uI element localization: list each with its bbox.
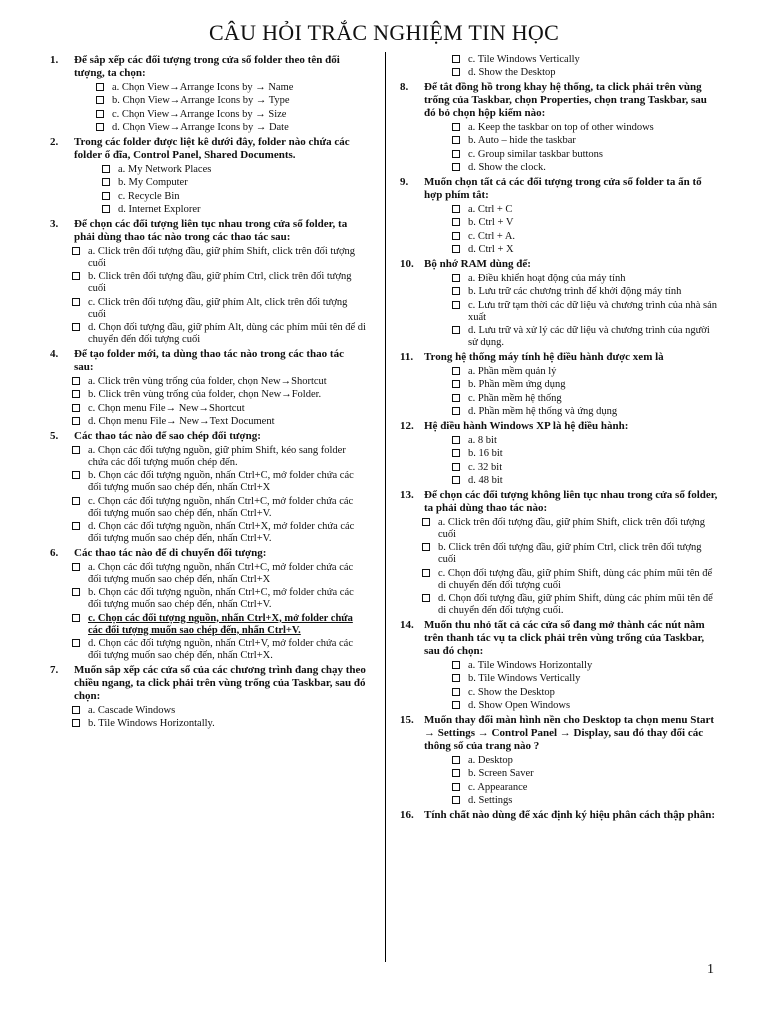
checkbox-icon[interactable] xyxy=(452,274,460,282)
answer-option[interactable] xyxy=(72,322,366,346)
answer-option[interactable] xyxy=(96,109,366,121)
answer-option[interactable] xyxy=(102,204,366,216)
checkbox-icon[interactable] xyxy=(452,301,460,309)
answer-option[interactable] xyxy=(452,217,718,229)
answer-option[interactable] xyxy=(452,273,718,285)
question-text: Muốn sắp xếp các cửa sổ của các chương trình đang chạy theo chiều ngang, ta click phải trên vùng trống của Taskbar, sau đó chọn: xyxy=(74,664,366,702)
checkbox-icon[interactable] xyxy=(102,192,110,200)
question-heading xyxy=(400,351,718,364)
question-number: 15. xyxy=(400,714,414,726)
checkbox-icon[interactable] xyxy=(452,476,460,484)
option-text: c. Chọn các đối tượng nguồn, nhấn Ctrl+X, mở folder chứa các đối tượng muốn sao chép đến, nhấn Ctrl+V. xyxy=(88,612,353,636)
question-text: Bộ nhớ RAM dùng để: xyxy=(424,258,531,270)
question-text: Hệ điều hành Windows XP là hệ điều hành: xyxy=(424,420,629,432)
question-block xyxy=(400,176,718,256)
checkbox-icon[interactable] xyxy=(72,522,80,530)
option-text: a. 8 bit xyxy=(468,434,497,446)
checkbox-icon[interactable] xyxy=(452,394,460,402)
checkbox-icon[interactable] xyxy=(102,165,110,173)
question-number: 6. xyxy=(50,547,59,559)
question-heading xyxy=(400,809,718,822)
option-text: b. Tile Windows Horizontally. xyxy=(88,718,215,729)
answer-option[interactable] xyxy=(452,204,718,216)
checkbox-icon[interactable] xyxy=(72,614,80,622)
question-number: 7. xyxy=(50,664,59,676)
question-number: 8. xyxy=(400,81,409,93)
checkbox-icon[interactable] xyxy=(452,449,460,457)
question-block xyxy=(400,351,718,418)
checkbox-icon[interactable] xyxy=(452,326,460,334)
option-text: d. Chọn View→Arrange Icons by → Date xyxy=(112,122,289,133)
question-heading xyxy=(50,136,366,162)
question-number: 12. xyxy=(400,420,414,432)
page-number: 1 xyxy=(707,962,714,977)
question-block xyxy=(400,714,718,807)
question-heading xyxy=(400,420,718,433)
checkbox-icon[interactable] xyxy=(422,518,430,526)
checkbox-icon[interactable] xyxy=(452,380,460,388)
question-text: Để chọn các đối tượng không liên tục nhau trong cửa sổ folder, ta phải dùng thao tác nào: xyxy=(424,489,718,514)
checkbox-icon[interactable] xyxy=(452,232,460,240)
answer-option[interactable] xyxy=(72,705,366,717)
question-heading xyxy=(50,218,366,244)
question-number: 10. xyxy=(400,258,414,270)
checkbox-icon[interactable] xyxy=(72,446,80,454)
answer-option[interactable] xyxy=(452,755,718,767)
question-block xyxy=(400,81,718,174)
question-block xyxy=(400,809,718,822)
answer-option[interactable] xyxy=(72,445,366,469)
checkbox-icon[interactable] xyxy=(72,588,80,596)
option-text: c. Recycle Bin xyxy=(118,190,180,202)
checkbox-icon[interactable] xyxy=(452,245,460,253)
checkbox-icon[interactable] xyxy=(72,719,80,727)
checkbox-icon[interactable] xyxy=(452,55,460,63)
checkbox-icon[interactable] xyxy=(72,639,80,647)
option-text: b. Screen Saver xyxy=(468,768,534,779)
answer-option[interactable] xyxy=(452,122,718,134)
question-heading xyxy=(400,258,718,271)
option-text: d. Lưu trữ và xử lý các dữ liệu và chương trình của người sử dụng. xyxy=(468,325,710,348)
answer-option[interactable] xyxy=(452,673,718,685)
checkbox-icon[interactable] xyxy=(72,471,80,479)
question-text: Để tắt đồng hồ trong khay hệ thống, ta click phải trên vùng trống của Taskbar, chọn Properties, chọn trang Taskbar, sau đó bỏ chọn hộp kiểm nào: xyxy=(424,81,707,119)
answer-option[interactable] xyxy=(452,231,718,243)
option-text: a. Chọn View→Arrange Icons by → Name xyxy=(112,81,294,93)
checkbox-icon[interactable] xyxy=(452,407,460,415)
option-text: a. Cascade Windows xyxy=(88,704,176,716)
answer-option[interactable] xyxy=(452,448,718,460)
option-text: d. Show the clock. xyxy=(468,162,546,173)
answer-option[interactable] xyxy=(72,297,366,321)
answer-option[interactable] xyxy=(422,542,718,566)
option-text: a. Click trên đối tượng đầu, giữ phím Shift, click trên đối tượng cuối xyxy=(88,245,356,269)
option-text: c. Ctrl + A. xyxy=(468,230,516,242)
question-number: 5. xyxy=(50,430,59,442)
question-text: Để chọn các đối tượng liên tục nhau trong cửa sổ folder, ta phải dùng thao tác nào trong các thao tác sau: xyxy=(74,218,348,243)
question-text: Muốn thu nhỏ tất cả các cửa sổ đang mở thành các nút nằm trên thanh tác vụ ta click phải trên vùng trống của Taskbar, sau đó chọn: xyxy=(424,619,705,657)
answer-option[interactable] xyxy=(452,325,718,349)
option-text: d. Phần mềm hệ thống và ứng dụng xyxy=(468,406,618,417)
answer-option[interactable] xyxy=(452,700,718,712)
checkbox-icon[interactable] xyxy=(96,96,104,104)
question-block xyxy=(400,258,718,349)
answer-option[interactable] xyxy=(102,191,366,203)
answer-option[interactable] xyxy=(102,164,366,176)
checkbox-icon[interactable] xyxy=(452,205,460,213)
question-text: Trong các folder được liệt kê dưới đây, folder nào chứa các folder ổ đĩa, Control Panel, Shared Documents. xyxy=(74,136,350,161)
right-column xyxy=(400,52,718,822)
checkbox-icon[interactable] xyxy=(72,563,80,571)
question-heading xyxy=(50,430,366,443)
checkbox-icon[interactable] xyxy=(452,674,460,682)
answer-option[interactable] xyxy=(452,687,718,699)
answer-option[interactable] xyxy=(452,768,718,780)
answer-option[interactable] xyxy=(72,416,366,428)
checkbox-icon[interactable] xyxy=(72,298,80,306)
checkbox-icon[interactable] xyxy=(72,390,80,398)
answer-option[interactable] xyxy=(452,393,718,405)
option-text: b. Lưu trữ các chương trình để khởi động máy tính xyxy=(468,286,682,297)
question-heading xyxy=(50,54,366,80)
option-text: b. 16 bit xyxy=(468,448,503,459)
answer-option[interactable] xyxy=(96,122,366,134)
answer-option[interactable] xyxy=(72,521,366,545)
answer-option[interactable] xyxy=(72,613,366,637)
option-text: c. Click trên đối tượng đầu, giữ phím Alt, click trên đối tượng cuối xyxy=(88,296,348,320)
option-text: d. 48 bit xyxy=(468,475,503,486)
option-text: b. My Computer xyxy=(118,177,188,188)
option-text: b. Chọn các đối tượng nguồn, nhấn Ctrl+C, mở folder chứa các đối tượng muốn sao chép đến, nhấn Ctrl+V. xyxy=(88,587,354,610)
answer-option[interactable] xyxy=(452,406,718,418)
question-text: Muốn thay đổi màn hình nền cho Desktop ta chọn menu Start → Settings → Control Panel → Display, sau đó thay đổi các thông số của trang nào ? xyxy=(424,714,715,752)
answer-option[interactable] xyxy=(72,562,366,586)
checkbox-icon[interactable] xyxy=(452,769,460,777)
option-text: b. Click trên vùng trống của folder, chọn New→Folder. xyxy=(88,389,322,400)
question-heading xyxy=(400,714,718,753)
option-text: a. My Network Places xyxy=(118,163,212,175)
question-number: 13. xyxy=(400,489,414,501)
question-text: Tính chất nào dùng để xác định ký hiệu phân cách thập phân: xyxy=(424,809,715,821)
option-text: b. Tile Windows Vertically xyxy=(468,673,581,684)
question-block xyxy=(50,348,366,428)
option-text: b. Chọn View→Arrange Icons by → Type xyxy=(112,95,290,106)
option-text: a. Chọn các đối tượng nguồn, nhấn Ctrl+C, mở folder chứa các đối tượng muốn sao chép đến, nhấn Ctrl+X xyxy=(88,561,354,585)
answer-option[interactable] xyxy=(452,366,718,378)
question-text: Để tạo folder mới, ta dùng thao tác nào trong các thao tác sau: xyxy=(74,348,344,373)
checkbox-icon[interactable] xyxy=(452,463,460,471)
checkbox-icon[interactable] xyxy=(72,323,80,331)
option-text: a. Tile Windows Horizontally xyxy=(468,659,593,671)
question-heading xyxy=(50,664,366,703)
answer-option[interactable] xyxy=(96,95,366,107)
question-text: Muốn chọn tất cả các đối tượng trong cửa sổ folder ta ấn tổ hợp phím tắt: xyxy=(424,176,702,201)
option-text: c. Group similar taskbar buttons xyxy=(468,148,604,160)
option-text: d. Settings xyxy=(468,795,513,806)
question-block xyxy=(50,547,366,662)
answer-option[interactable] xyxy=(452,286,718,298)
checkbox-icon[interactable] xyxy=(452,218,460,226)
question-text: Để sắp xếp các đối tượng trong cửa sổ folder theo tên đối tượng, ta chọn: xyxy=(74,54,340,79)
checkbox-icon[interactable] xyxy=(452,68,460,76)
question-heading xyxy=(50,547,366,560)
option-text: c. Lưu trữ tạm thời các dữ liệu và chương trình của nhà sản xuất xyxy=(468,299,718,323)
checkbox-icon[interactable] xyxy=(72,272,80,280)
answer-option[interactable] xyxy=(72,718,366,730)
question-heading xyxy=(400,81,718,120)
answer-option[interactable] xyxy=(102,177,366,189)
question-block xyxy=(400,489,718,617)
checkbox-icon[interactable] xyxy=(452,123,460,131)
option-text: b. Phần mềm ứng dụng xyxy=(468,379,566,390)
question-number: 1. xyxy=(50,54,59,66)
checkbox-icon[interactable] xyxy=(72,404,80,412)
option-text: d. Chọn đối tượng đầu, giữ phím Alt, dùng các phím mũi tên để di chuyển đến đối tượng cuối xyxy=(88,322,366,345)
question-block xyxy=(400,420,718,487)
checkbox-icon[interactable] xyxy=(452,756,460,764)
question-block xyxy=(50,664,366,730)
option-text: c. Chọn đối tượng đầu, giữ phím Shift, dùng các phím mũi tên để di chuyển đến đối tượng cuối xyxy=(438,567,713,591)
answer-option[interactable] xyxy=(452,162,718,174)
checkbox-icon[interactable] xyxy=(422,543,430,551)
answer-option[interactable] xyxy=(452,475,718,487)
document-title: CÂU HỎI TRẮC NGHIỆM TIN HỌC xyxy=(208,20,560,45)
question-block xyxy=(50,430,366,545)
answer-option[interactable] xyxy=(422,568,718,592)
question-number: 11. xyxy=(400,351,414,363)
option-text: a. Chọn các đối tượng nguồn, giữ phím Shift, kéo sang folder chứa các đối tượng muốn chép đến. xyxy=(88,444,346,468)
checkbox-icon[interactable] xyxy=(452,436,460,444)
checkbox-icon[interactable] xyxy=(452,136,460,144)
option-text: a. Keep the taskbar on top of other windows xyxy=(468,121,654,133)
question-heading xyxy=(400,489,718,515)
checkbox-icon[interactable] xyxy=(72,377,80,385)
question-heading xyxy=(400,176,718,202)
question-number: 3. xyxy=(50,218,59,230)
option-text: c. Chọn các đối tượng nguồn, nhấn Ctrl+C, mở folder chứa các đối tượng muốn sao chép đến, nhấn Ctrl+V. xyxy=(88,495,354,519)
option-text: c. Phần mềm hệ thống xyxy=(468,392,562,404)
left-column xyxy=(50,52,366,732)
checkbox-icon[interactable] xyxy=(452,287,460,295)
answer-option[interactable] xyxy=(72,403,366,415)
option-text: b. Click trên đối tượng đầu, giữ phím Ctrl, click trên đối tượng cuối xyxy=(438,542,702,565)
answer-option[interactable] xyxy=(452,795,718,807)
question-text: Các thao tác nào để sao chép đối tượng: xyxy=(74,430,261,442)
answer-option[interactable] xyxy=(72,376,366,388)
checkbox-icon[interactable] xyxy=(422,569,430,577)
option-text: c. Chọn menu File→ New→Shortcut xyxy=(88,402,245,414)
answer-option[interactable] xyxy=(452,435,718,447)
answer-option[interactable] xyxy=(422,593,718,617)
option-text: c. 32 bit xyxy=(468,461,503,473)
question-block xyxy=(400,619,718,712)
option-text: c. Tile Windows Vertically xyxy=(468,53,580,65)
option-text: a. Click trên đối tượng đầu, giữ phím Shift, click trên đối tượng cuối xyxy=(438,516,706,540)
checkbox-icon[interactable] xyxy=(72,706,80,714)
option-text: c. Appearance xyxy=(468,781,528,793)
answer-option[interactable] xyxy=(72,271,366,295)
answer-option[interactable] xyxy=(452,462,718,474)
checkbox-icon[interactable] xyxy=(452,796,460,804)
question-heading xyxy=(50,348,366,374)
checkbox-icon[interactable] xyxy=(452,688,460,696)
answer-option[interactable] xyxy=(452,244,718,256)
option-text: b. Chọn các đối tượng nguồn, nhấn Ctrl+C, mở folder chứa các đối tượng muốn sao chép đến, nhấn Ctrl+X xyxy=(88,470,354,493)
answer-option[interactable] xyxy=(422,517,718,541)
option-text: d. Show Open Windows xyxy=(468,700,571,711)
option-text: c. Show the Desktop xyxy=(468,686,555,698)
option-text: b. Ctrl + V xyxy=(468,217,514,228)
checkbox-icon[interactable] xyxy=(72,247,80,255)
option-text: a. Desktop xyxy=(468,754,513,766)
option-text: a. Điều khiển hoạt động của máy tính xyxy=(468,272,626,284)
option-text: d. Internet Explorer xyxy=(118,204,201,215)
question-number: 2. xyxy=(50,136,59,148)
answer-option[interactable] xyxy=(72,246,366,270)
question-heading xyxy=(400,619,718,658)
checkbox-icon[interactable] xyxy=(452,701,460,709)
question-text: Các thao tác nào để di chuyển đối tượng: xyxy=(74,547,267,559)
option-text: d. Ctrl + X xyxy=(468,244,514,255)
column-divider xyxy=(385,52,386,962)
option-text: d. Chọn đối tượng đầu, giữ phím Shift, dùng các phím mũi tên để di chuyển đến đối tượng cuối. xyxy=(438,593,713,616)
question-block xyxy=(50,136,366,216)
option-text: d. Show the Desktop xyxy=(468,67,556,78)
question-number: 16. xyxy=(400,809,414,821)
answer-option[interactable] xyxy=(452,54,718,66)
answer-option[interactable] xyxy=(72,389,366,401)
checkbox-icon[interactable] xyxy=(452,783,460,791)
question-number: 9. xyxy=(400,176,409,188)
question-number: 14. xyxy=(400,619,414,631)
option-text: d. Chọn các đối tượng nguồn, nhấn Ctrl+V, mở folder chứa các đối tượng muốn sao chép đến, nhấn Ctrl+X. xyxy=(88,638,353,661)
checkbox-icon[interactable] xyxy=(72,417,80,425)
checkbox-icon[interactable] xyxy=(102,178,110,186)
checkbox-icon[interactable] xyxy=(72,497,80,505)
answer-option[interactable] xyxy=(72,470,366,494)
checkbox-icon[interactable] xyxy=(452,163,460,171)
option-text: d. Chọn các đối tượng nguồn, nhấn Ctrl+X, mở folder chứa các đối tượng muốn sao chép đến, nhấn Ctrl+V. xyxy=(88,521,355,544)
answer-option[interactable] xyxy=(72,638,366,662)
option-text: a. Ctrl + C xyxy=(468,203,513,215)
answer-option[interactable] xyxy=(452,135,718,147)
answer-option[interactable] xyxy=(452,782,718,794)
answer-option[interactable] xyxy=(452,660,718,672)
question-text: Trong hệ thống máy tính hệ điều hành được xem là xyxy=(424,351,664,363)
option-text: b. Auto – hide the taskbar xyxy=(468,135,576,146)
option-text: b. Click trên đối tượng đầu, giữ phím Ctrl, click trên đối tượng cuối xyxy=(88,271,352,294)
answer-option[interactable] xyxy=(72,587,366,611)
option-text: c. Chọn View→Arrange Icons by → Size xyxy=(112,108,287,120)
answer-option[interactable] xyxy=(452,379,718,391)
answer-option[interactable] xyxy=(452,67,718,79)
question-number: 4. xyxy=(50,348,59,360)
answer-option[interactable] xyxy=(452,300,718,324)
checkbox-icon[interactable] xyxy=(422,594,430,602)
answer-option[interactable] xyxy=(96,82,366,94)
checkbox-icon[interactable] xyxy=(96,83,104,91)
question-block xyxy=(50,54,366,134)
answer-option[interactable] xyxy=(72,496,366,520)
option-text: d. Chọn menu File→ New→Text Document xyxy=(88,416,275,427)
checkbox-icon[interactable] xyxy=(96,123,104,131)
checkbox-icon[interactable] xyxy=(452,661,460,669)
checkbox-icon[interactable] xyxy=(452,367,460,375)
checkbox-icon[interactable] xyxy=(452,150,460,158)
answer-option[interactable] xyxy=(452,149,718,161)
checkbox-icon[interactable] xyxy=(96,110,104,118)
option-text: a. Phần mềm quản lý xyxy=(468,365,557,377)
question-block xyxy=(50,218,366,346)
option-text: a. Click trên vùng trống của folder, chọn New→Shortcut xyxy=(88,375,327,387)
checkbox-icon[interactable] xyxy=(102,205,110,213)
